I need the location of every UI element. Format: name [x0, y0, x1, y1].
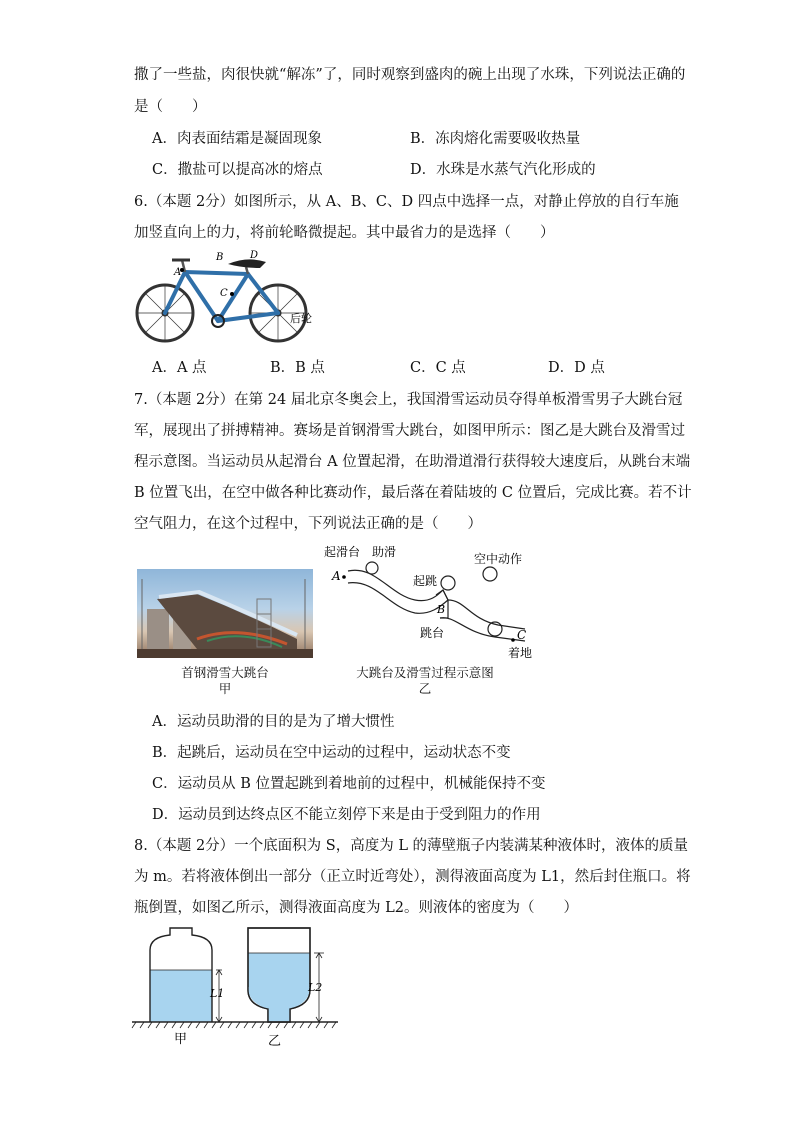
- diagram-label-assist: 助滑: [372, 545, 397, 559]
- photo-caption: 首钢滑雪大跳台: [181, 665, 269, 680]
- bottle-figure: [130, 925, 340, 1047]
- q6-stem-line-2: 加竖直向上的力，将前轮略微提起。其中最省力的是选择（ ）: [134, 225, 555, 241]
- q5-stem-line-1: 撒了一些盐，肉很快就“解冻”了，同时观察到盛肉的碗上出现了水珠，下列说法正确的: [134, 67, 686, 83]
- q7-stem-line-2: 军，展现出了拼搏精神。赛场是首钢滑雪大跳台，如图甲所示：图乙是大跳台及滑雪过: [134, 423, 685, 439]
- diagram-label-takeoff: 起跳: [413, 574, 438, 588]
- diagram-label-landing: 着地: [508, 646, 533, 660]
- diagram-point-a: A: [332, 569, 341, 583]
- q7-stem-line-4: B 位置飞出，在空中做各种比赛动作，最后落在着陆坡的 C 位置后，完成比赛。若不计: [134, 485, 692, 501]
- ski-jump-photo: [137, 569, 313, 658]
- q7-stem-line-5: 空气阻力，在这个过程中，下列说法正确的是（ ）: [134, 516, 482, 532]
- q7-option-c[interactable]: C．运动员从 B 位置起跳到着地前的过程中，机械能保持不变: [152, 776, 546, 792]
- diagram-label-platform: 跳台: [420, 626, 445, 640]
- q7-stem-line-1: 7.（本题 2分）在第 24 届北京冬奥会上，我国滑雪运动员夺得单板滑雪男子大跳台冠: [134, 392, 683, 408]
- diagram-point-c: C: [517, 628, 527, 642]
- q8-stem-line-3: 瓶倒置，如图乙所示，测得液面高度为 L2。则液体的密度为（ ）: [134, 900, 578, 916]
- q6-option-b[interactable]: B．B 点: [270, 360, 325, 376]
- bottle-label-right: 乙: [268, 1034, 282, 1047]
- q8-stem-line-1: 8.（本题 2分）一个底面积为 S，高度为 L 的薄壁瓶子内装满某种液体时，液体的质量: [134, 838, 689, 854]
- bike-label-d: D: [250, 250, 259, 261]
- q6-stem-line-1: 6.（本题 2分）如图所示，从 A、B、C、D 四点中选择一点，对静止停放的自行车施: [134, 194, 679, 210]
- q8-stem-line-2: 为 m。若将液体倒出一部分（正立时近弯处），测得液面高度为 L1，然后封住瓶口。将: [134, 869, 691, 885]
- q5-option-d[interactable]: D．水珠是水蒸气汽化形成的: [410, 162, 596, 178]
- q6-option-c[interactable]: C．C 点: [410, 360, 466, 376]
- q5-option-c[interactable]: C．撒盐可以提高冰的熔点: [152, 162, 323, 178]
- q7-option-b[interactable]: B．起跳后，运动员在空中运动的过程中，运动状态不变: [152, 745, 511, 761]
- bike-label-a: A: [174, 267, 182, 278]
- diagram-label-start: 起滑台: [324, 545, 361, 559]
- photo-subcaption: 甲: [218, 681, 232, 696]
- ski-jump-diagram: [320, 545, 535, 663]
- bottle-label-l1: L1: [210, 987, 225, 1000]
- q7-stem-line-3: 程示意图。当运动员从起滑台 A 位置起滑，在助滑道滑行获得较大速度后，从跳台末端: [134, 454, 691, 470]
- bicycle-figure: [130, 246, 330, 346]
- diagram-subcaption: 乙: [418, 681, 432, 696]
- bike-label-rear-wheel: 后轮: [290, 312, 312, 325]
- diagram-caption: 大跳台及滑雪过程示意图: [356, 665, 494, 680]
- bike-label-b: B: [216, 252, 224, 263]
- q7-option-d[interactable]: D．运动员到达终点区不能立刻停下来是由于受到阻力的作用: [152, 807, 541, 823]
- q7-option-a[interactable]: A．运动员助滑的目的是为了增大惯性: [152, 714, 395, 730]
- q6-option-d[interactable]: D．D 点: [548, 360, 605, 376]
- bike-label-c: C: [220, 288, 228, 299]
- q5-option-b[interactable]: B．冻肉熔化需要吸收热量: [410, 131, 581, 147]
- bottle-label-left: 甲: [174, 1032, 188, 1047]
- q5-option-a[interactable]: A．肉表面结霜是凝固现象: [152, 131, 322, 147]
- q5-stem-line-2: 是（ ）: [134, 99, 207, 115]
- diagram-label-air: 空中动作: [474, 552, 523, 566]
- q6-option-a[interactable]: A．A 点: [152, 360, 207, 376]
- bottle-label-l2: L2: [308, 981, 323, 994]
- diagram-point-b: B: [437, 603, 446, 616]
